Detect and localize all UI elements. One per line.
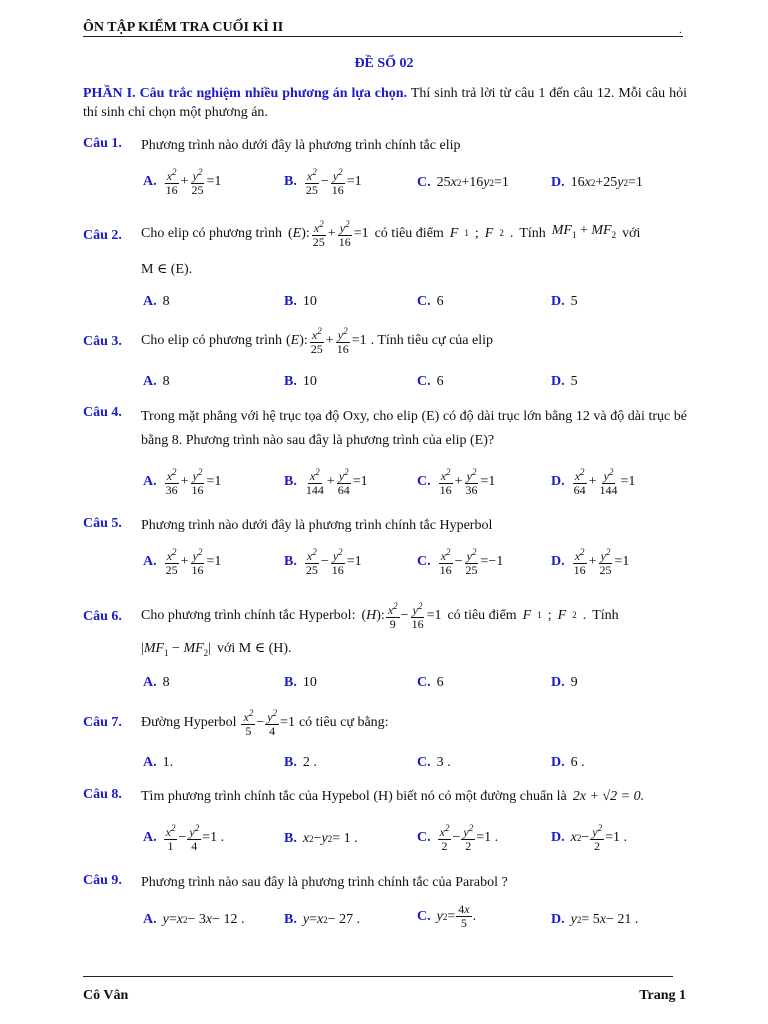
question-9-text: Phương trình nào sau đây là phương trình chính tắc của Parabol ?	[141, 875, 508, 890]
q4-option-d[interactable]: D. $\frac{x^2}{64}$ + $\frac{y^2}{144}$ =1	[551, 467, 636, 497]
question-9-label: Câu 9.	[83, 873, 122, 888]
q3-option-d[interactable]: D. 5	[551, 374, 578, 389]
q7-option-d[interactable]: D. 6 .	[551, 755, 585, 770]
q7-option-c[interactable]: C. 3 .	[417, 755, 451, 770]
q2-option-c[interactable]: C. 6	[417, 294, 444, 309]
question-7-text: Đường Hyperbol $\frac{x^2}{5}$ − $\frac{y^2}{4}$ =1 có tiêu cự bằng:	[141, 707, 389, 738]
q3-option-c[interactable]: C. 6	[417, 374, 444, 389]
part-label: PHẦN I. Câu trắc nghiệm nhiều phương án lựa chọn.	[83, 86, 408, 101]
q9-option-d[interactable]: D. y 2 = 5 x − 21 .	[551, 912, 639, 927]
q5-option-a[interactable]: A. $\frac{x^2}{25}$ + $\frac{y^2}{16}$ =1	[143, 547, 222, 577]
q1-option-c[interactable]: C. 25 x 2 +16 y 2 =1	[417, 175, 509, 190]
q6-option-a[interactable]: A. 8	[143, 675, 170, 690]
exam-title: ĐỀ SỐ 02	[354, 56, 414, 71]
question-5-text: Phương trình nào dưới đây là phương trình chính tắc Hyperbol	[141, 518, 493, 533]
footer-author: Cô Vân	[83, 988, 129, 1003]
q8-option-c[interactable]: C. $\frac{x^2}{2}$ − $\frac{y^2}{2}$ =1 .	[417, 823, 499, 853]
q4-option-a[interactable]: A. $\frac{x^2}{36}$ + $\frac{y^2}{16}$ =1	[143, 467, 222, 497]
question-3-text: Cho elip có phương trình ( E ): $\frac{x^2}{25}$ + $\frac{y^2}{16}$ =1 . Tính tiêu cự của elip	[141, 325, 493, 356]
footer-rule	[83, 976, 673, 977]
q4-option-b[interactable]: B. $\frac{x^2}{144}$ + $\frac{y^2}{64}$ =1	[284, 467, 368, 497]
q9-option-a[interactable]: A. y = x 2 − 3 x − 12 .	[143, 912, 245, 927]
q5-option-c[interactable]: C. $\frac{x^2}{16}$ − $\frac{y^2}{25}$ =−1	[417, 547, 504, 577]
q2-option-b[interactable]: B. 10	[284, 294, 317, 309]
q8-option-a[interactable]: A. $\frac{x^2}{1}$ − $\frac{y^2}{4}$ =1 .	[143, 823, 225, 853]
question-8-text: Tìm phương trình chính tắc của Hypebol (H) biết nó có một đường chuẩn là 2x + √2 = 0.	[141, 789, 645, 804]
question-5-label: Câu 5.	[83, 516, 122, 531]
q5-option-d[interactable]: D. $\frac{x^2}{16}$ + $\frac{y^2}{25}$ =1	[551, 547, 630, 577]
q3-option-b[interactable]: B. 10	[284, 374, 317, 389]
question-4-text: Trong mặt phẳng với hệ trục tọa độ Oxy, cho elip (E) có độ dài trục lớn bằng 12 và độ dài trục bé bằng 8. Phương trình nào sau đây là phương trình của elip (E)?	[141, 409, 687, 448]
part-intro	[83, 84, 687, 122]
q6-option-c[interactable]: C. 6	[417, 675, 444, 690]
q2-option-d[interactable]: D. 5	[551, 294, 578, 309]
header-rule	[83, 36, 683, 37]
question-1-label: Câu 1.	[83, 136, 122, 151]
q4-option-c[interactable]: C. $\frac{x^2}{16}$ + $\frac{y^2}{36}$ =1	[417, 467, 496, 497]
q2-option-a[interactable]: A. 8	[143, 294, 170, 309]
question-6-text: Cho phương trình chính tắc Hyperbol: ( H ): $\frac{x^2}{9}$ − $\frac{y^2}{16}$ =1 có tiêu điểm F 1 ; F 2 . Tính	[141, 600, 619, 631]
q9-option-c[interactable]: C. y 2 = $\frac{4x}{5}$ .	[417, 902, 477, 930]
question-2-text: Cho elip có phương trình ( E ): $\frac{x^2}{25}$ + $\frac{y^2}{16}$ =1 có tiêu điểm F 1 ; F 2 . Tính $MF_1 + MF_2$ với	[141, 218, 641, 249]
q5-option-b[interactable]: B. $\frac{x^2}{25}$ − $\frac{y^2}{16}$ =1	[284, 547, 362, 577]
q8-option-d[interactable]: D. x 2 − $\frac{y^2}{2}$ =1 .	[551, 823, 627, 853]
header-dot: .	[679, 24, 682, 36]
q1-option-d[interactable]: D. 16 x 2 +25 y 2 =1	[551, 175, 643, 190]
q3-option-a[interactable]: A. 8	[143, 374, 170, 389]
header-title: ÔN TẬP KIỂM TRA CUỐI KÌ II	[83, 20, 284, 35]
question-1-text: Phương trình nào dưới đây là phương trình chính tắc elip	[141, 138, 461, 153]
q6-option-d[interactable]: D. 9	[551, 675, 578, 690]
q1-option-a[interactable]: A. $\frac{x^2}{16}$ + $\frac{y^2}{25}$ =1	[143, 167, 222, 197]
question-2-text-cont: M ∈ (E).	[141, 262, 193, 277]
question-6-label: Câu 6.	[83, 609, 122, 624]
question-4-label: Câu 4.	[83, 405, 122, 420]
question-2-label: Câu 2.	[83, 228, 122, 243]
q1-option-b[interactable]: B. $\frac{x^2}{25}$ − $\frac{y^2}{16}$ =1	[284, 167, 362, 197]
q8-option-b[interactable]: B. x 2 − y 2 = 1 .	[284, 831, 358, 846]
q7-option-a[interactable]: A. 1.	[143, 755, 174, 770]
question-6-text-cont: $|MF_1 - MF_2|$ với M ∈ (H).	[141, 641, 292, 658]
question-8-label: Câu 8.	[83, 787, 122, 802]
q9-option-b[interactable]: B. y = x 2 − 27 .	[284, 912, 361, 927]
q6-option-b[interactable]: B. 10	[284, 675, 317, 690]
part-instructions: Thí sinh trả lời từ câu 1 đến câu 12. Mỗi câu hỏi thí sinh chỉ chọn một phương án.	[83, 86, 687, 120]
question-7-label: Câu 7.	[83, 715, 122, 730]
footer-page-number: Trang 1	[639, 988, 686, 1003]
q7-option-b[interactable]: B. 2 .	[284, 755, 317, 770]
question-3-label: Câu 3.	[83, 334, 122, 349]
